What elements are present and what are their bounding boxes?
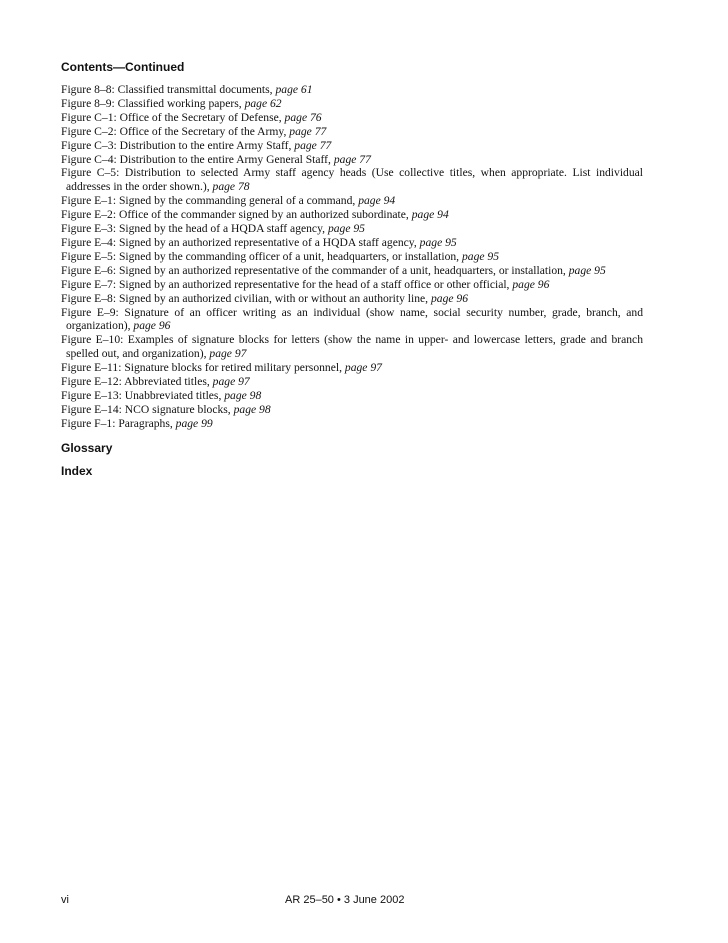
- toc-item[interactable]: [61, 153, 643, 167]
- toc-label: Figure E–9: Signature of an officer writing as an individual (show name, social security number, grade, branch, and organization),: [61, 305, 643, 333]
- toc-page-ref: page 95: [568, 263, 606, 277]
- glossary-heading[interactable]: Glossary: [61, 440, 113, 455]
- contents-heading: Contents—Continued: [61, 60, 185, 74]
- toc-item[interactable]: [61, 236, 643, 250]
- toc-page-ref: page 95: [327, 222, 365, 236]
- toc-page-ref: page 77: [333, 152, 371, 166]
- toc-label: Figure E–10: Examples of signature blocks for letters (show the name in upper- and lowercase letters, grade and branch spelled out, and organization),: [61, 333, 643, 361]
- toc-item[interactable]: [61, 375, 643, 389]
- toc-item[interactable]: [61, 111, 643, 125]
- toc-page-ref: page 97: [209, 347, 247, 361]
- toc-label: Figure E–12: Abbreviated titles,: [61, 375, 210, 389]
- toc-label: Figure E–8: Signed by an authorized civilian, with or without an authority line,: [61, 291, 429, 305]
- toc-item[interactable]: [61, 264, 643, 278]
- toc-item[interactable]: [61, 125, 643, 139]
- toc-item[interactable]: [61, 139, 643, 153]
- toc-label: Figure 8–8: Classified transmittal documents,: [61, 83, 273, 96]
- toc-label: Figure F–1: Paragraphs,: [61, 416, 173, 430]
- toc-page-ref: page 99: [175, 416, 213, 430]
- toc-label: Figure E–13: Unabbreviated titles,: [61, 388, 222, 402]
- toc-label: Figure C–3: Distribution to the entire Army Staff,: [61, 138, 292, 152]
- toc-item[interactable]: [61, 306, 643, 334]
- toc-label: Figure E–7: Signed by an authorized representative for the head of a staff office or other official,: [61, 277, 510, 291]
- toc-item[interactable]: [61, 403, 643, 417]
- toc-item[interactable]: [61, 361, 643, 375]
- toc-label: Figure E–14: NCO signature blocks,: [61, 402, 231, 416]
- toc-page-ref: page 95: [461, 249, 500, 263]
- page-number: vi: [61, 894, 69, 906]
- toc-item[interactable]: [61, 389, 643, 403]
- toc-label: Figure E–3: Signed by the head of a HQDA staff agency,: [61, 222, 326, 236]
- toc-page-ref: page 94: [411, 208, 449, 222]
- toc-label: Figure E–5: Signed by the commanding officer of a unit, headquarters, or installation,: [61, 249, 460, 263]
- toc-label: Figure E–1: Signed by the commanding general of a command,: [61, 194, 356, 208]
- toc-label: Figure E–2: Office of the commander signed by an authorized subordinate,: [61, 208, 409, 222]
- index-heading[interactable]: Index: [61, 463, 93, 478]
- toc-item[interactable]: [61, 208, 643, 222]
- toc-item[interactable]: [61, 333, 643, 361]
- toc-page-ref: page 95: [419, 235, 457, 249]
- toc-label: Figure C–5: Distribution to selected Army staff agency heads (Use collective titles, when appropriate. List individual addresses in the order shown.),: [61, 166, 643, 194]
- toc-label: Figure E–11: Signature blocks for retired military personnel,: [61, 361, 342, 375]
- toc-list: [61, 83, 643, 431]
- toc-label: Figure C–1: Office of the Secretary of Defense,: [61, 110, 282, 124]
- toc-item[interactable]: [61, 250, 643, 264]
- toc-page-ref: page 78: [212, 180, 250, 194]
- toc-page-ref: page 77: [289, 124, 327, 138]
- toc-item[interactable]: [61, 292, 643, 306]
- toc-label: Figure C–4: Distribution to the entire Army General Staff,: [61, 152, 331, 166]
- toc-item[interactable]: [61, 222, 643, 236]
- toc-page-ref: page 96: [512, 277, 550, 291]
- toc-label: Figure 8–9: Classified working papers,: [61, 96, 242, 110]
- toc-page-ref: page 62: [244, 96, 282, 110]
- toc-page-ref: page 94: [358, 194, 396, 208]
- toc-label: Figure C–2: Office of the Secretary of the Army,: [61, 124, 287, 138]
- toc-label: Figure E–6: Signed by an authorized representative of the commander of a unit, headquarters, or installation,: [61, 263, 566, 277]
- toc-label: Figure E–4: Signed by an authorized representative of a HQDA staff agency,: [61, 235, 417, 249]
- toc-item[interactable]: [61, 278, 643, 292]
- toc-page-ref: page 76: [284, 110, 322, 124]
- document-page: [61, 60, 643, 479]
- toc-item[interactable]: [61, 97, 643, 111]
- toc-page-ref: page 96: [430, 291, 469, 305]
- toc-item[interactable]: [61, 166, 643, 194]
- toc-page-ref: page 77: [294, 138, 332, 152]
- toc-page-ref: page 61: [275, 83, 313, 96]
- toc-item[interactable]: [61, 194, 643, 208]
- toc-item[interactable]: [61, 83, 643, 97]
- toc-page-ref: page 98: [233, 402, 271, 416]
- toc-page-ref: page 96: [133, 319, 171, 333]
- toc-page-ref: page 97: [344, 361, 382, 375]
- toc-page-ref: page 98: [224, 388, 262, 402]
- document-id: AR 25–50 • 3 June 2002: [285, 894, 405, 906]
- toc-item[interactable]: [61, 417, 643, 431]
- toc-page-ref: page 97: [212, 375, 250, 389]
